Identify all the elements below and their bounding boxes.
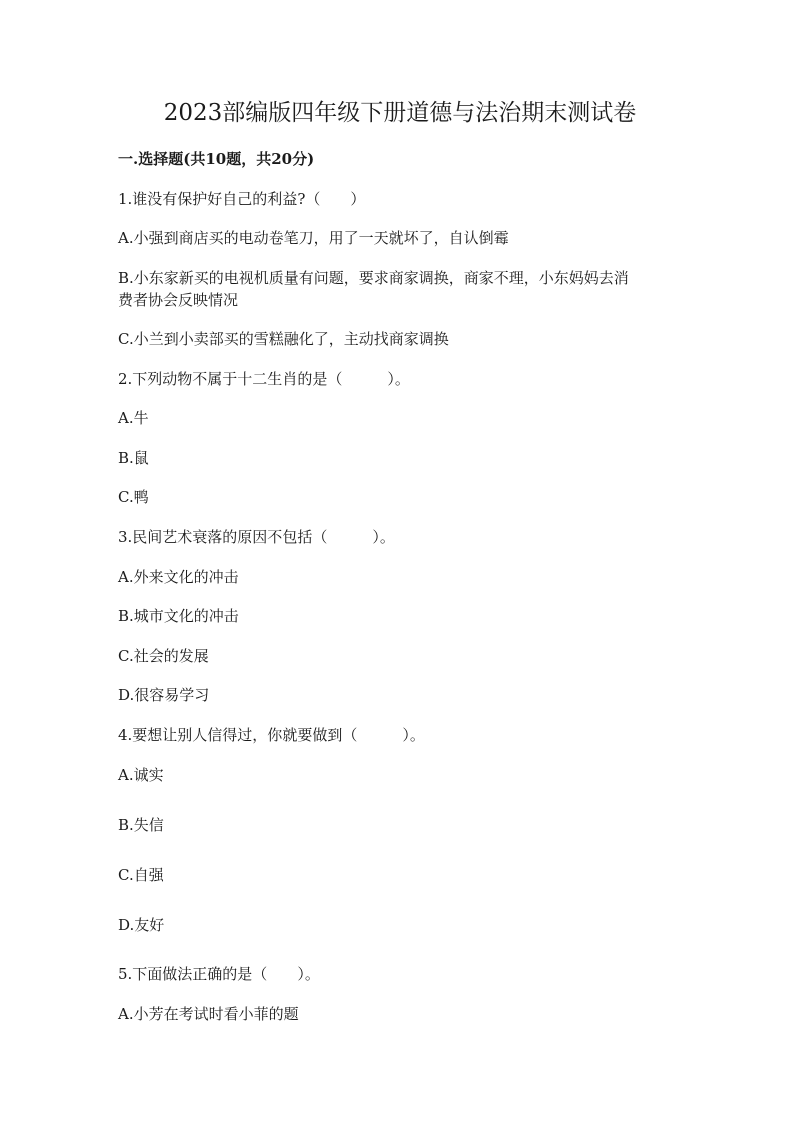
question-3-option-a: A.外来文化的冲击 — [118, 568, 239, 586]
page-title: 2023部编版四年级下册道德与法治期末测试卷 — [163, 100, 637, 126]
question-1-option-b-line2: 费者协会反映情况 — [118, 291, 239, 309]
question-3-option-d: D.很容易学习 — [118, 686, 210, 704]
question-2-option-a: A.牛 — [118, 409, 149, 427]
question-5-option-a: A.小芳在考试时看小菲的题 — [118, 1005, 299, 1023]
section-heading: 一.选择题(共10题，共20分) — [118, 150, 315, 168]
question-3-option-b: B.城市文化的冲击 — [118, 607, 239, 625]
question-5-stem: 5.下面做法正确的是（ ）。 — [118, 965, 320, 983]
question-4-option-c: C.自强 — [118, 866, 164, 884]
question-4-option-d: D.友好 — [118, 916, 165, 934]
question-2-option-b: B.鼠 — [118, 449, 149, 467]
question-3-stem: 3.民间艺术衰落的原因不包括（ ）。 — [118, 528, 395, 546]
question-4-option-a: A.诚实 — [118, 766, 164, 784]
question-3-option-c: C.社会的发展 — [118, 647, 209, 665]
question-1-option-b-line1: B.小东家新买的电视机质量有问题，要求商家调换，商家不理，小东妈妈去消 — [118, 269, 629, 287]
question-1-option-c: C.小兰到小卖部买的雪糕融化了，主动找商家调换 — [118, 330, 449, 348]
question-2-option-c: C.鸭 — [118, 488, 149, 506]
question-4-option-b: B.失信 — [118, 816, 164, 834]
question-1-option-a: A.小强到商店买的电动卷笔刀，用了一天就坏了，自认倒霉 — [118, 229, 509, 247]
question-4-stem: 4.要想让别人信得过，你就要做到（ ）。 — [118, 726, 425, 744]
question-2-stem: 2.下列动物不属于十二生肖的是（ ）。 — [118, 370, 410, 388]
question-1-stem: 1.谁没有保护好自己的利益?（ ） — [118, 190, 366, 208]
